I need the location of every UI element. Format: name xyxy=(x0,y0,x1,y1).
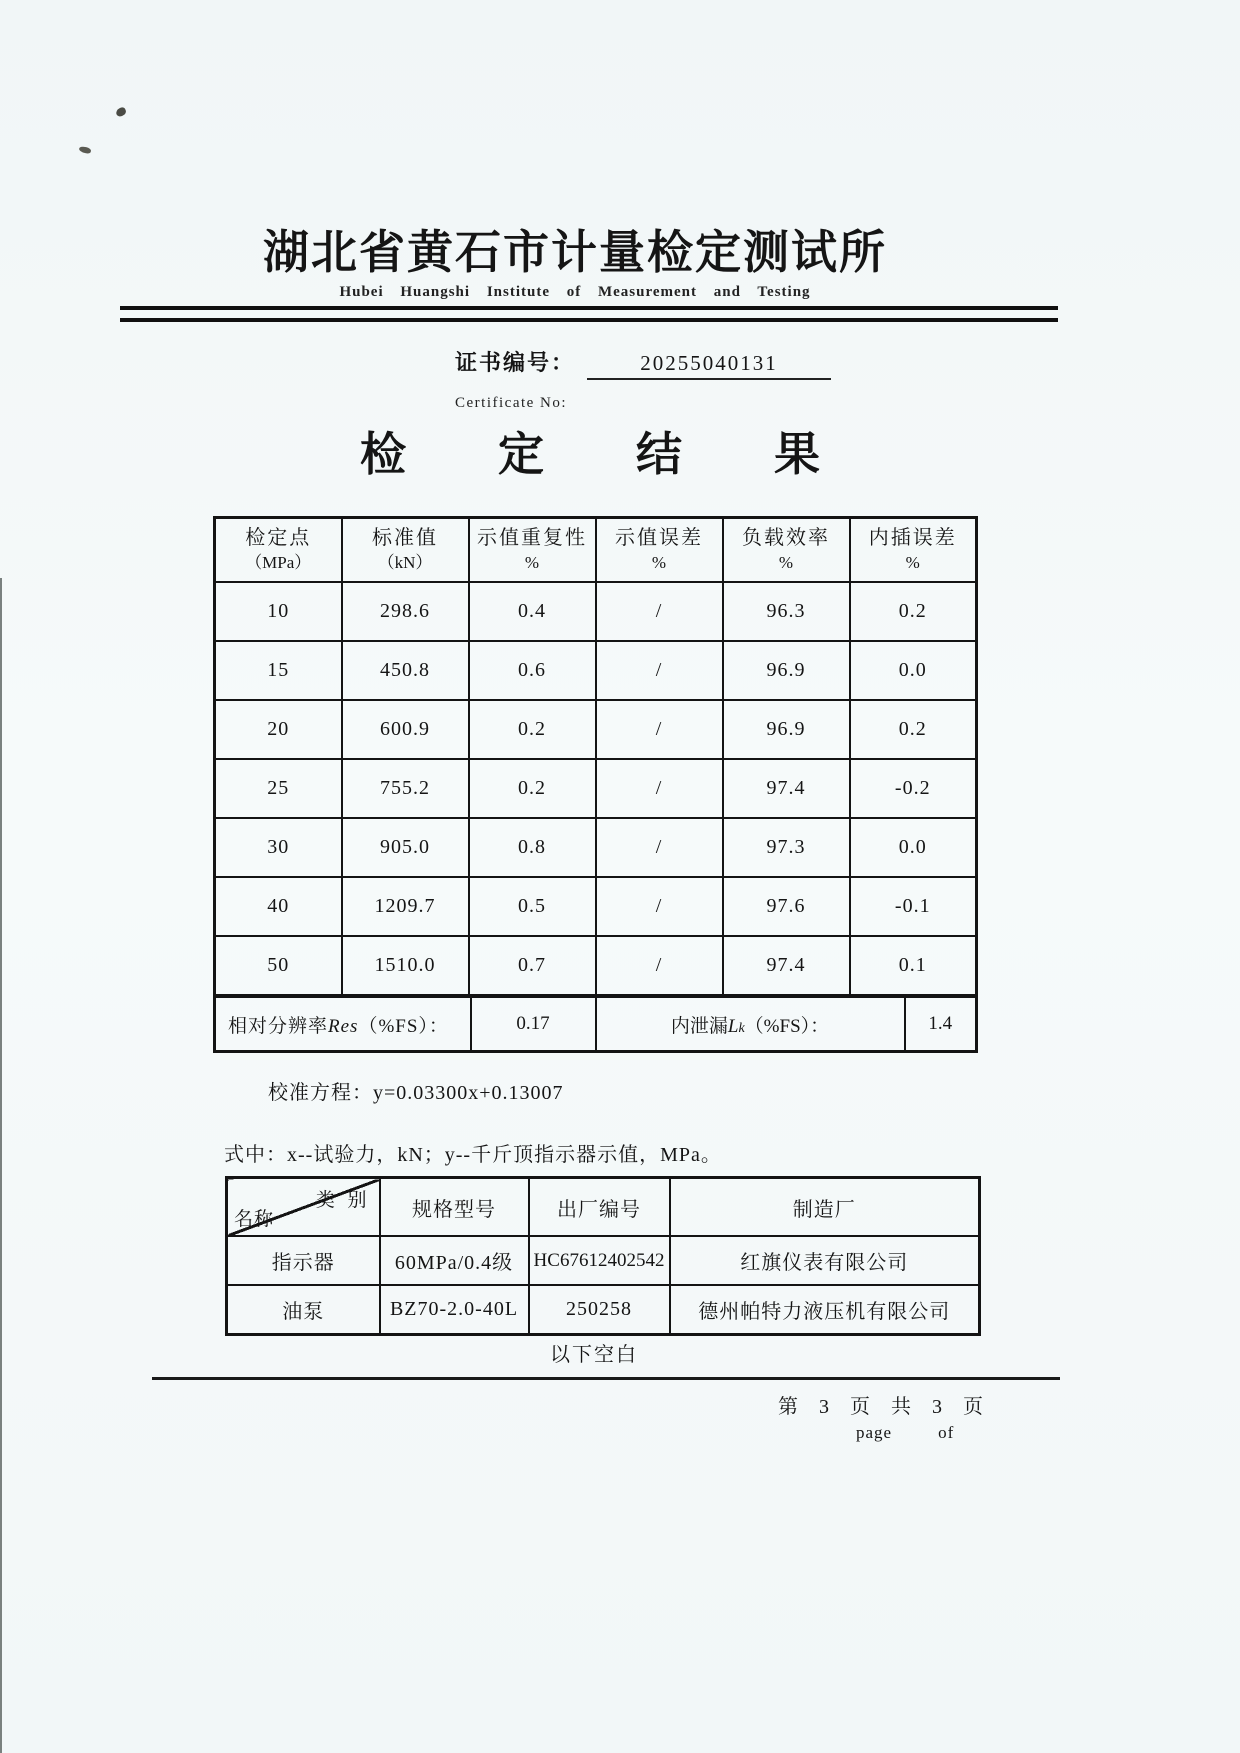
result-cell: 298.6 xyxy=(342,582,469,641)
device-cell: 60MPa/0.4级 xyxy=(380,1236,529,1285)
result-cell: 0.4 xyxy=(469,582,596,641)
result-cell: 10 xyxy=(215,582,342,641)
header-cell: 标准值 （kN） xyxy=(342,518,469,583)
page-number-line: 第 3 页 共 3 页 xyxy=(778,1396,986,1418)
table-row xyxy=(215,818,977,877)
header-cell: 出厂编号 xyxy=(529,1178,670,1237)
resolution-value-cell: 0.17 xyxy=(471,997,596,1052)
result-cell: 15 xyxy=(215,641,342,700)
page-word: page xyxy=(856,1423,893,1442)
device-header-row xyxy=(227,1178,980,1237)
result-cell: 0.2 xyxy=(469,759,596,818)
certificate-number-label: 证书编号： xyxy=(455,350,576,375)
result-cell: 1510.0 xyxy=(342,936,469,996)
header-cell: 制造厂 xyxy=(670,1178,980,1237)
header-cell: 负载效率 % xyxy=(723,518,850,583)
calibration-equation-line xyxy=(268,1076,564,1105)
result-cell: 755.2 xyxy=(342,759,469,818)
diagonal-corner-cell xyxy=(227,1178,380,1237)
result-cell: -0.1 xyxy=(850,877,977,936)
table-row xyxy=(227,1236,980,1285)
result-cell: 96.9 xyxy=(723,700,850,759)
result-cell: 20 xyxy=(215,700,342,759)
result-cell: / xyxy=(596,877,723,936)
verification-results-heading: 检 定 结 果 xyxy=(360,429,820,480)
page-number-line-en xyxy=(856,1423,954,1443)
table-row xyxy=(215,582,977,641)
header-cell: 规格型号 xyxy=(380,1178,529,1237)
result-cell: 25 xyxy=(215,759,342,818)
footer-rule xyxy=(152,1377,1060,1380)
table-row xyxy=(215,877,977,936)
result-cell: / xyxy=(596,582,723,641)
result-cell: 450.8 xyxy=(342,641,469,700)
certificate-number-label-en: Certificate No: xyxy=(455,395,568,411)
ink-speck xyxy=(79,146,92,154)
summary-row xyxy=(215,997,977,1052)
resolution-label-cell: 相对分辨率Res（%FS）： xyxy=(215,997,471,1052)
result-cell: / xyxy=(596,641,723,700)
header-cell: 内插误差 % xyxy=(850,518,977,583)
result-cell: / xyxy=(596,700,723,759)
result-cell: 50 xyxy=(215,936,342,996)
calibration-equation-label: 校准方程： xyxy=(268,1082,373,1104)
corner-category-label: 类 别 xyxy=(315,1190,371,1211)
result-cell: 0.0 xyxy=(850,818,977,877)
result-cell: 0.1 xyxy=(850,936,977,996)
header-cell: 示值误差 % xyxy=(596,518,723,583)
result-cell: 0.5 xyxy=(469,877,596,936)
certificate-number-value: 20255040131 xyxy=(587,351,831,380)
leak-label-cell: 内泄漏Lk（%FS）： xyxy=(596,997,905,1052)
ink-speck xyxy=(115,106,127,117)
result-cell: 96.3 xyxy=(723,582,850,641)
result-cell: 0.6 xyxy=(469,641,596,700)
corner-name-label: 名称 xyxy=(234,1209,275,1230)
result-cell: 97.4 xyxy=(723,759,850,818)
result-cell: 0.2 xyxy=(469,700,596,759)
result-cell: 97.3 xyxy=(723,818,850,877)
result-cell: 0.2 xyxy=(850,582,977,641)
organization-title-cn: 湖北省黄石市计量检定测试所 xyxy=(263,227,887,278)
blank-below-note: 以下空白 xyxy=(550,1344,638,1366)
results-header-row xyxy=(215,518,977,583)
device-cell: 油泵 xyxy=(227,1285,380,1335)
certificate-number-line xyxy=(455,346,831,380)
result-cell: -0.2 xyxy=(850,759,977,818)
table-row xyxy=(215,700,977,759)
result-cell: 97.4 xyxy=(723,936,850,996)
header-cell: 示值重复性 % xyxy=(469,518,596,583)
result-cell: 40 xyxy=(215,877,342,936)
header-cell: 检定点 （MPa） xyxy=(215,518,342,583)
table-row xyxy=(215,936,977,996)
calibration-equation-value: y=0.03300x+0.13007 xyxy=(373,1082,564,1104)
result-cell: / xyxy=(596,759,723,818)
device-cell: BZ70-2.0-40L xyxy=(380,1285,529,1335)
result-cell: / xyxy=(596,936,723,996)
device-cell: 指示器 xyxy=(227,1236,380,1285)
result-cell: 0.7 xyxy=(469,936,596,996)
scan-edge-artifact xyxy=(0,578,2,1753)
table-row xyxy=(215,641,977,700)
device-cell: HC67612402542 xyxy=(529,1236,670,1285)
device-table-section xyxy=(225,1176,981,1336)
results-table xyxy=(213,516,978,997)
of-word: of xyxy=(938,1423,955,1442)
table-row xyxy=(227,1285,980,1335)
result-cell: 30 xyxy=(215,818,342,877)
result-cell: 0.8 xyxy=(469,818,596,877)
summary-row-table xyxy=(213,995,978,1053)
result-cell: 600.9 xyxy=(342,700,469,759)
device-cell: 红旗仪表有限公司 xyxy=(670,1236,980,1285)
result-cell: 1209.7 xyxy=(342,877,469,936)
result-cell: 0.2 xyxy=(850,700,977,759)
result-cell: 97.6 xyxy=(723,877,850,936)
leak-value-cell: 1.4 xyxy=(905,997,977,1052)
equation-variables-note: 式中：x--试验力，kN；y--千斤顶指示器示值，MPa。 xyxy=(224,1144,722,1166)
device-table xyxy=(225,1176,981,1336)
result-cell: 0.0 xyxy=(850,641,977,700)
result-cell: 96.9 xyxy=(723,641,850,700)
device-cell: 德州帕特力液压机有限公司 xyxy=(670,1285,980,1335)
results-table-section xyxy=(213,516,978,1053)
device-cell: 250258 xyxy=(529,1285,670,1335)
title-double-rule xyxy=(120,306,1058,322)
result-cell: / xyxy=(596,818,723,877)
table-row xyxy=(215,759,977,818)
result-cell: 905.0 xyxy=(342,818,469,877)
organization-title-en: Hubei Huangshi Institute of Measurement and Testing xyxy=(339,284,811,300)
